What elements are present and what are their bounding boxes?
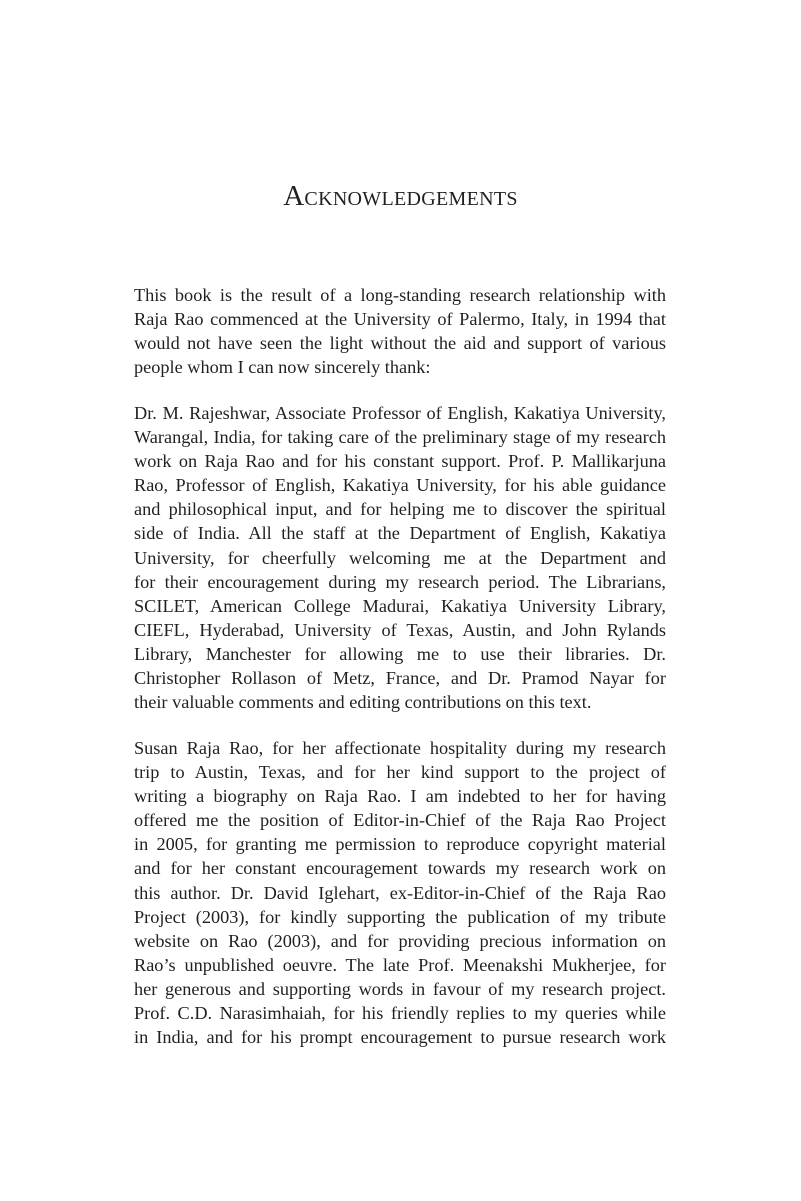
paragraph-intro — [134, 283, 666, 379]
text-line: offered me the position of Editor-in-Chief of the Raja Rao Project — [134, 810, 666, 831]
text-line: their valuable comments and editing contributions on this text. — [134, 692, 592, 713]
text-line: Raja Rao commenced at the University of Palermo, Italy, in 1994 that — [134, 309, 666, 330]
text-line: SCILET, American College Madurai, Kakatiya University Library, — [134, 595, 666, 616]
text-line: work on Raja Rao and for his constant support. Prof. P. Mallikarjuna — [134, 451, 666, 472]
text-line: CIEFL, Hyderabad, University of Texas, Austin, and John Rylands — [134, 619, 666, 640]
text-line: Rao, Professor of English, Kakatiya University, for his able guidance — [134, 475, 666, 496]
text-line: would not have seen the light without the aid and support of various — [134, 333, 666, 354]
text-line: website on Rao (2003), and for providing precious information on — [134, 930, 666, 951]
text-line: Christopher Rollason of Metz, France, and Dr. Pramod Nayar for — [134, 668, 666, 689]
text-line: in 2005, for granting me permission to reproduce copyright material — [134, 834, 666, 855]
text-line: for their encouragement during my research period. The Librarians, — [134, 571, 666, 592]
text-line: Project (2003), for kindly supporting the publication of my tribute — [134, 906, 666, 927]
paragraph-academic-thanks — [134, 401, 666, 714]
text-line: Prof. C.D. Narasimhaiah, for his friendly replies to my queries while — [134, 1003, 666, 1024]
text-line: University, for cheerfully welcoming me at the Department and — [134, 547, 666, 568]
text-line: her generous and supporting words in favour of my research project. — [134, 978, 666, 999]
text-line: Susan Raja Rao, for her affectionate hospitality during my research — [134, 738, 666, 758]
text-line: Rao’s unpublished oeuvre. The late Prof. Meenakshi Mukherjee, for — [134, 954, 666, 975]
text-line: writing a biography on Raja Rao. I am indebted to her for having — [134, 786, 666, 807]
text-line: in India, and for his prompt encouragement to pursue research work — [134, 1027, 666, 1048]
text-line: and philosophical input, and for helping me to discover the spiritual — [134, 499, 666, 520]
text-line: trip to Austin, Texas, and for her kind support to the project of — [134, 762, 666, 783]
text-line: and for her constant encouragement towards my research work on — [134, 858, 666, 879]
text-line: Dr. M. Rajeshwar, Associate Professor of English, Kakatiya University, — [134, 403, 666, 423]
page-title: Acknowledgements — [283, 180, 518, 212]
text-line: people whom I can now sincerely thank: — [134, 357, 431, 378]
text-line: Library, Manchester for allowing me to use their libraries. Dr. — [134, 643, 666, 664]
text-line: this author. Dr. David Iglehart, ex-Editor-in-Chief of the Raja Rao — [134, 882, 666, 903]
text-line: Warangal, India, for taking care of the preliminary stage of my research — [134, 427, 666, 448]
text-line: This book is the result of a long-standing research relationship with — [134, 285, 666, 305]
text-line: side of India. All the staff at the Department of English, Kakatiya — [134, 523, 666, 544]
paragraph-personal-thanks — [134, 736, 666, 1049]
